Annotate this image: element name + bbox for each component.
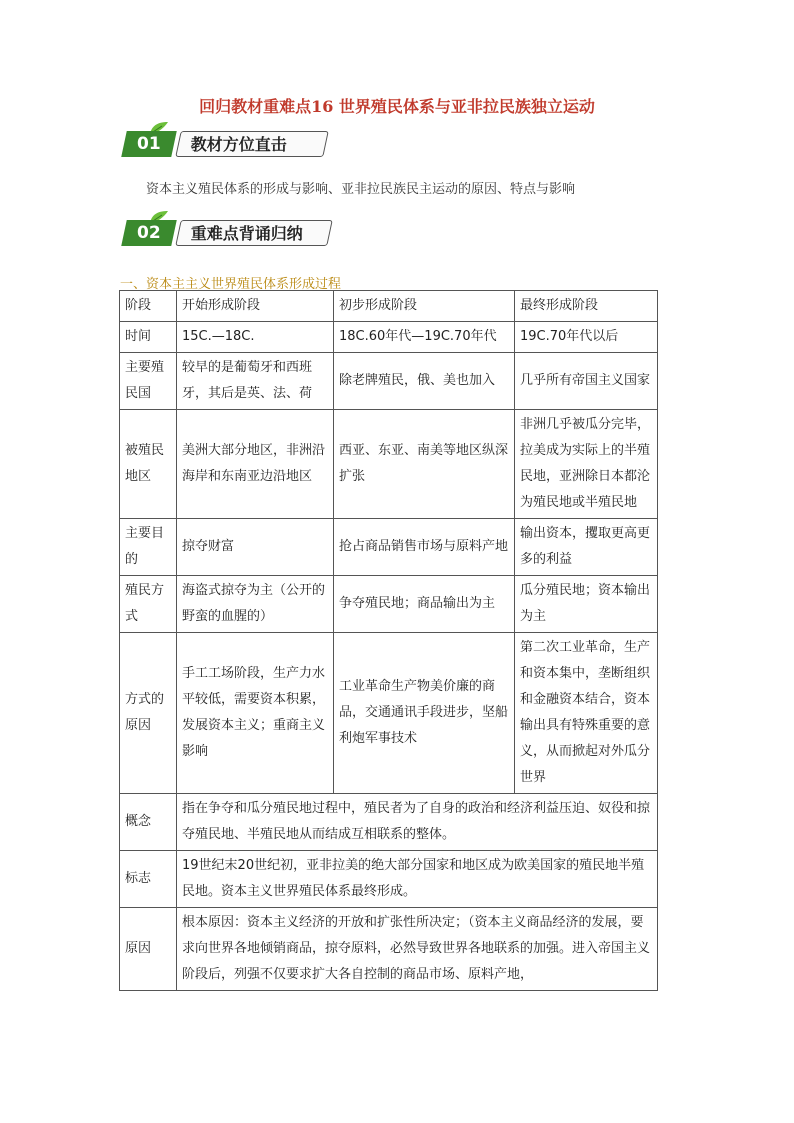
colonial-system-table [119, 290, 658, 991]
table-cell: 海盗式掠夺为主（公开的野蛮的血腥的） [177, 576, 334, 633]
table-cell: 标志 [120, 851, 177, 908]
table-row [120, 794, 658, 851]
table-cell: 几乎所有帝国主义国家 [515, 353, 658, 410]
table-cell: 概念 [120, 794, 177, 851]
table-cell: 阶段 [120, 291, 177, 322]
page-title: 回归教材重难点16 世界殖民体系与亚非拉民族独立运动 [199, 97, 595, 116]
section-banner-02 [124, 209, 339, 251]
table-cell: 根本原因：资本主义经济的开放和扩张性所决定；（资本主义商品经济的发展，要求向世界各地倾销商品，掠夺原料，必然导致世界各地联系的加强。进入帝国主义阶段后，列强不仅要求扩大各自控制的商品市场、原料产地， [177, 908, 658, 991]
table-cell: 主要殖民国 [120, 353, 177, 410]
table-cell: 指在争夺和瓜分殖民地过程中，殖民者为了自身的政治和经济利益压迫、奴役和掠夺殖民地、半殖民地从而结成互相联系的整体。 [177, 794, 658, 851]
table-row [120, 851, 658, 908]
table-cell: 15C.—18C. [177, 322, 334, 353]
table-row [120, 633, 658, 794]
table-cell: 方式的原因 [120, 633, 177, 794]
table-cell: 美洲大部分地区，非洲沿海岸和东南亚边沿地区 [177, 410, 334, 519]
table-cell: 较早的是葡萄牙和西班牙，其后是英、法、荷 [177, 353, 334, 410]
table-cell: 西亚、东亚、南美等地区纵深扩张 [334, 410, 515, 519]
table-row [120, 353, 658, 410]
table-cell: 18C.60年代—19C.70年代 [334, 322, 515, 353]
table-row [120, 908, 658, 991]
table-cell: 殖民方式 [120, 576, 177, 633]
table-row [120, 410, 658, 519]
table-row [120, 291, 658, 322]
table-cell: 抢占商品销售市场与原料产地 [334, 519, 515, 576]
section-banner-01 [124, 120, 334, 162]
table-cell: 时间 [120, 322, 177, 353]
table-cell: 最终形成阶段 [515, 291, 658, 322]
banner-label: 重难点背诵归纳 [175, 220, 333, 246]
table-cell: 19C.70年代以后 [515, 322, 658, 353]
table-cell: 初步形成阶段 [334, 291, 515, 322]
table-cell: 主要目的 [120, 519, 177, 576]
section-heading: 一、资本主主义世界殖民体系形成过程 [120, 277, 342, 292]
table-cell: 除老牌殖民，俄、美也加入 [334, 353, 515, 410]
table-cell: 原因 [120, 908, 177, 991]
table-cell: 被殖民地区 [120, 410, 177, 519]
table-row [120, 322, 658, 353]
table-cell: 第二次工业革命，生产和资本集中，垄断组织和金融资本结合，资本输出具有特殊重要的意义，从而掀起对外瓜分世界 [515, 633, 658, 794]
banner-number: 02 [121, 220, 177, 246]
table-cell: 非洲几乎被瓜分完毕，拉美成为实际上的半殖民地，亚洲除日本都沦为殖民地或半殖民地 [515, 410, 658, 519]
banner-number: 01 [121, 131, 177, 157]
table-cell: 工业革命生产物美价廉的商品，交通通讯手段进步，坚船利炮军事技术 [334, 633, 515, 794]
table-cell: 掠夺财富 [177, 519, 334, 576]
table-row [120, 576, 658, 633]
intro-text: 资本主义殖民体系的形成与影响、亚非拉民族民主运动的原因、特点与影响 [146, 182, 576, 197]
table-cell: 瓜分殖民地；资本输出为主 [515, 576, 658, 633]
banner-label: 教材方位直击 [175, 131, 329, 157]
table-row [120, 519, 658, 576]
table-cell: 开始形成阶段 [177, 291, 334, 322]
table-cell: 争夺殖民地；商品输出为主 [334, 576, 515, 633]
table-cell: 19世纪末20世纪初，亚非拉美的绝大部分国家和地区成为欧美国家的殖民地半殖民地。资本主义世界殖民体系最终形成。 [177, 851, 658, 908]
table-cell: 手工工场阶段，生产力水平较低，需要资本积累，发展资本主义；重商主义影响 [177, 633, 334, 794]
table-cell: 输出资本，攫取更高更多的利益 [515, 519, 658, 576]
